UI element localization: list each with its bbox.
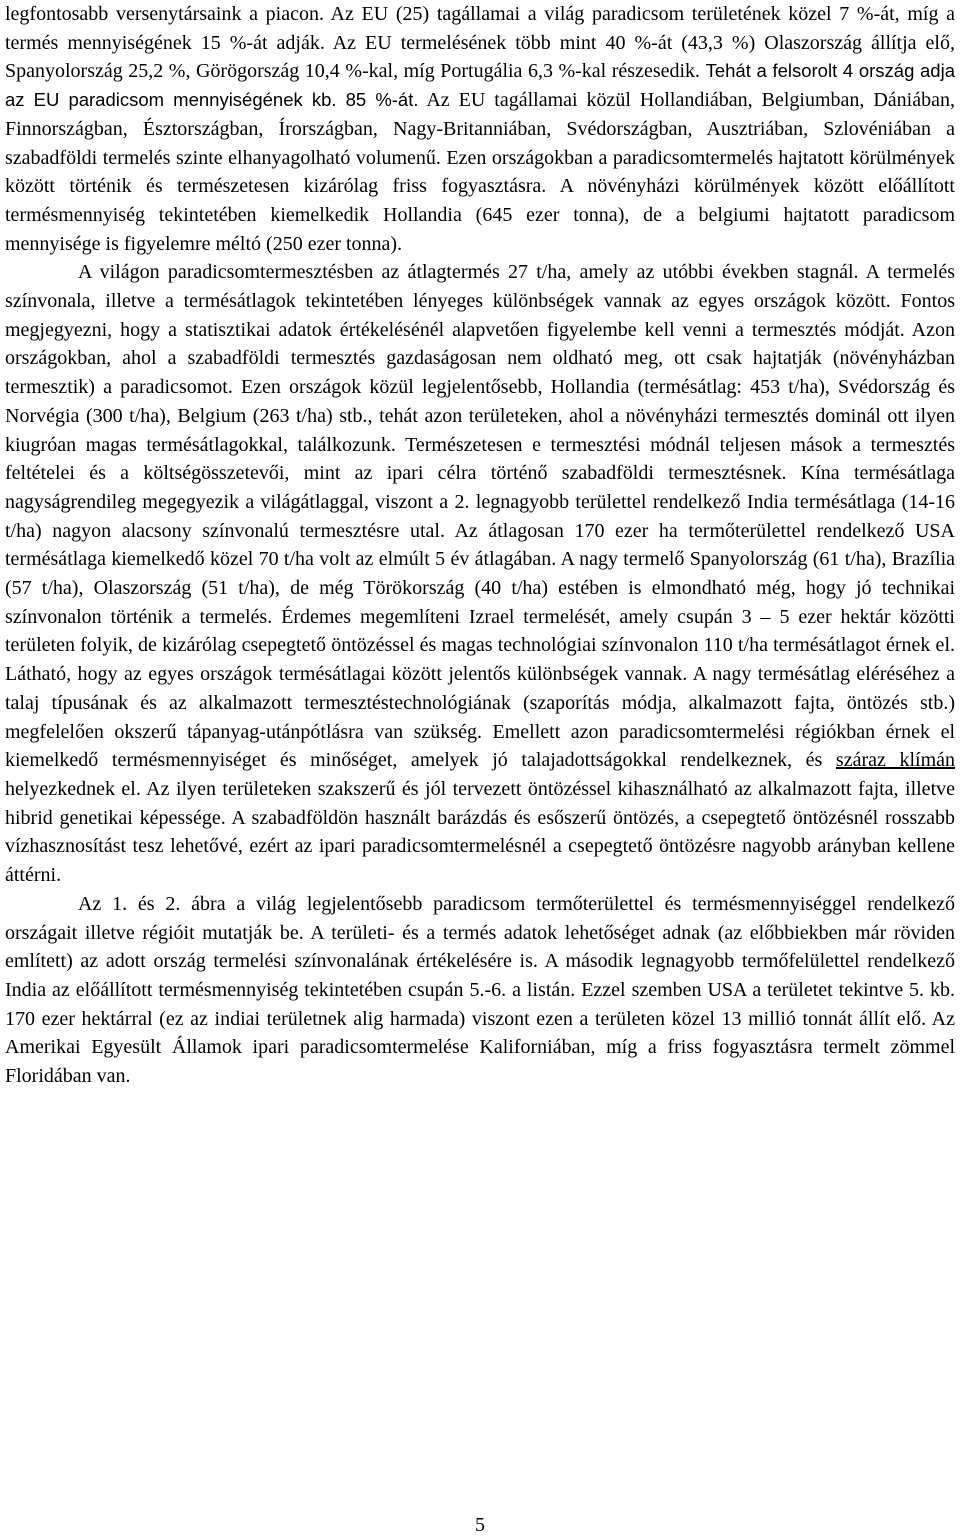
paragraph-2-text-end: helyezkednek el. Az ilyen területeken szakszerű és jól tervezett öntözéssel kihasználható az alkalmazott fajta, illetve hibrid genetikai képessége. A szabadföldön használt barázdás és esőszerű öntözés, a csepegtető öntözésnél rosszabb vízhasznosítást tesz lehetővé, ezért az ipari paradicsomtermelésnél a csepegtető öntözésre nagyobb arányban kellene áttérni. xyxy=(5,777,955,887)
paragraph-1-sentence-1: legfontosabb versenytársaink a piacon. Az EU (25) tagállamai a világ paradicsom területének közel 7 %-át, míg a termés mennyiségének 15 %-át adják. Az EU termelésének több mint 40 %-át (43,3 %) Olaszország állítja elő, Spanyolország 25,2 %, Görögország 10,4 %-kal, míg Portugália 6,3 %-kal részesedik. xyxy=(5,3,955,83)
document-page xyxy=(5,0,955,1091)
underlined-term: száraz klímán xyxy=(835,749,956,772)
paragraph-1-sentence-3: Az EU tagállamai közül Hollandiában, Belgiumban, Dániában, Finnországban, Észtországban, Írországban, Nagy-Britanniában, Svédországban, Ausztriában, Szlovéniában a szabadföldi termelés szinte elhanyagolható volumenű. Ezen országokban a paradicsomtermelés hajtatott körülmények között történik és természetesen kizárólag friss fogyasztásra. xyxy=(5,89,955,198)
paragraph-3: Az 1. és 2. ábra a világ legjelentősebb paradicsom termőterülettel és termésmennyiséggel rendelkező országait illetve régióit mutatják be. A területi- és a termés adatok lehetőséget adnak (az előbbiekben már röviden említett) az adott ország termelési színvonalának értékelésére is. A második legnagyobb termőfelülettel rendelkező India az előállított termésmennyiség tekintetében csupán 5.-6. a listán. Ezzel szemben USA a területet tekintve 5. kb. 170 ezer hektárral (ez az indiai területnek alig harmada) viszont ezen a területen közel 13 millió tonnát állít elő. Az Amerikai Egyesült Államok ipari paradicsomtermelése Kaliforniában, míg a friss fogyasztásra termelt zömmel Floridában van. xyxy=(5,892,955,1088)
page-number: 5 xyxy=(475,1514,485,1536)
paragraph-2 xyxy=(5,258,955,889)
paragraph-1-sentence-2: Tehát a felsorolt 4 ország adja az EU paradicsom mennyiségének kb. 85 %-át. xyxy=(5,60,955,111)
paragraph-1 xyxy=(5,0,955,258)
paragraph-2-text-start: A világon paradicsomtermesztésben az átlagtermés 27 t/ha, amely az utóbbi években stagnál. A termelés színvonala, illetve a termésátlagok tekintetében lényeges különbségek vannak az egyes országok között. Fontos megjegyezni, hogy a statisztikai adatok értékelésénél alapvetően figyelembe kell venni a termesztés módját. Azon országokban, ahol a szabadföldi termesztés gazdaságosan nem oldható meg, ott csak hajtatják (növényházban termesztik) a paradicsomot. Ezen országok közül legjelentősebb, Hollandia (termésátlag: 453 t/ha), Svédország és Norvégia (300 t/ha), Belgium (263 t/ha) stb., tehát azon területeken, ahol a növényházi termesztés dominál ott ilyen kiugróan magas termésátlagokkal, találkozunk. Természetesen e termesztési módnál teljesen mások a termesztés feltételei és a költségösszetevői, mint az ipari célra történő szabadföldi termesztésnek. Kína termésátlaga nagyságrendileg megegyezik a világátlaggal, viszont a 2. legnagyobb területtel rendelkező India termésátlaga (14-16 t/ha) nagyon alacsony színvonalú termesztésre utal. Az átlagosan 170 ezer ha termőterülettel rendelkező USA termésátlaga kiemelkedő közel 70 t/ha volt az elmúlt 5 év átlagában. A nagy termelő Spanyolország (61 t/ha), Brazília (57 t/ha), Olaszország (51 t/ha), de még Törökország (40 t/ha) estében is elmondható még, hogy jó technikai színvonalon történik a termelés. Érdemes megemlíteni Izrael termelését, amely csupán 3 – 5 ezer hektár közötti területen folyik, de kizárólag csepegtető öntözéssel és magas technológiai színvonalon 110 t/ha termésátlagot érnek el. Látható, hogy az egyes országok termésátlagai között jelentős különbségek vannak. A nagy termésátlag eléréséhez a talaj típusának és az alkalmazott termesztéstechnológiának (szaporítás módja, alkalmazott fajta, öntözés stb.) megfelelően okszerű tápanyag-utánpótlásra van szükség. Emellett azon paradicsomtermelési régiókban érnek el kiemelkedő termésmennyiséget és minőséget, amelyek jó talajadottságokkal rendelkeznek, és xyxy=(5,261,955,772)
paragraph-1-sentence-4: A növényházi körülmények között előállított termésmennyiség tekintetében kiemelkedik Hollandia (645 ezer tonna), de a belgiumi hajtatott paradicsom mennyisége is figyelemre méltó (250 ezer tonna). xyxy=(5,175,955,255)
